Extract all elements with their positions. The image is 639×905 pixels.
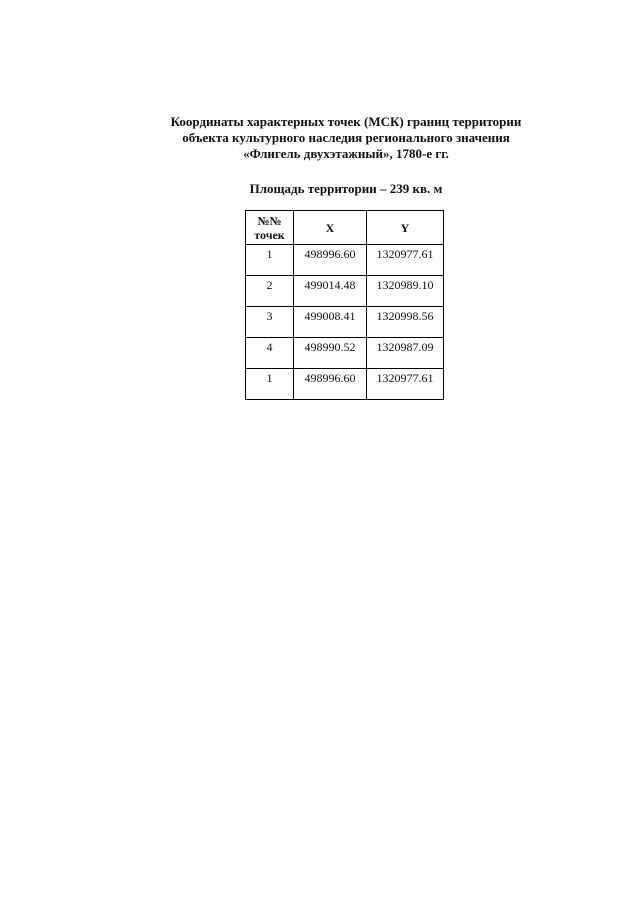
cell-x: 498996.60 [294,369,367,400]
table-header-row [246,211,444,245]
title-line-2: объекта культурного наследия регионального значения [182,130,510,145]
area-text: Площадь территории – 239 кв. м [249,181,443,196]
cell-y: 1320989.10 [367,276,444,307]
cell-y: 1320998.56 [367,307,444,338]
cell-point-number: 1 [246,369,294,400]
cell-x: 498990.52 [294,338,367,369]
header-point-number [246,211,294,245]
title-line-1: Координаты характерных точек (МСК) границ территории [170,114,522,129]
cell-point-number: 3 [246,307,294,338]
table-row [246,245,444,276]
cell-point-number: 4 [246,338,294,369]
cell-y: 1320977.61 [367,245,444,276]
header-point-number-line1: №№ [257,213,282,228]
header-point-number-line2: точек [254,227,285,242]
table-row [246,369,444,400]
cell-x: 499014.48 [294,276,367,307]
table-row [246,276,444,307]
header-x: X [294,211,367,245]
table-row [246,338,444,369]
cell-point-number: 1 [246,245,294,276]
coordinates-table [245,210,444,400]
document-title [120,114,572,162]
cell-x: 499008.41 [294,307,367,338]
cell-y: 1320977.61 [367,369,444,400]
cell-x: 498996.60 [294,245,367,276]
table-row [246,307,444,338]
cell-y: 1320987.09 [367,338,444,369]
header-y: Y [367,211,444,245]
title-line-3: «Флигель двухэтажный», 1780-е гг. [243,146,449,161]
cell-point-number: 2 [246,276,294,307]
